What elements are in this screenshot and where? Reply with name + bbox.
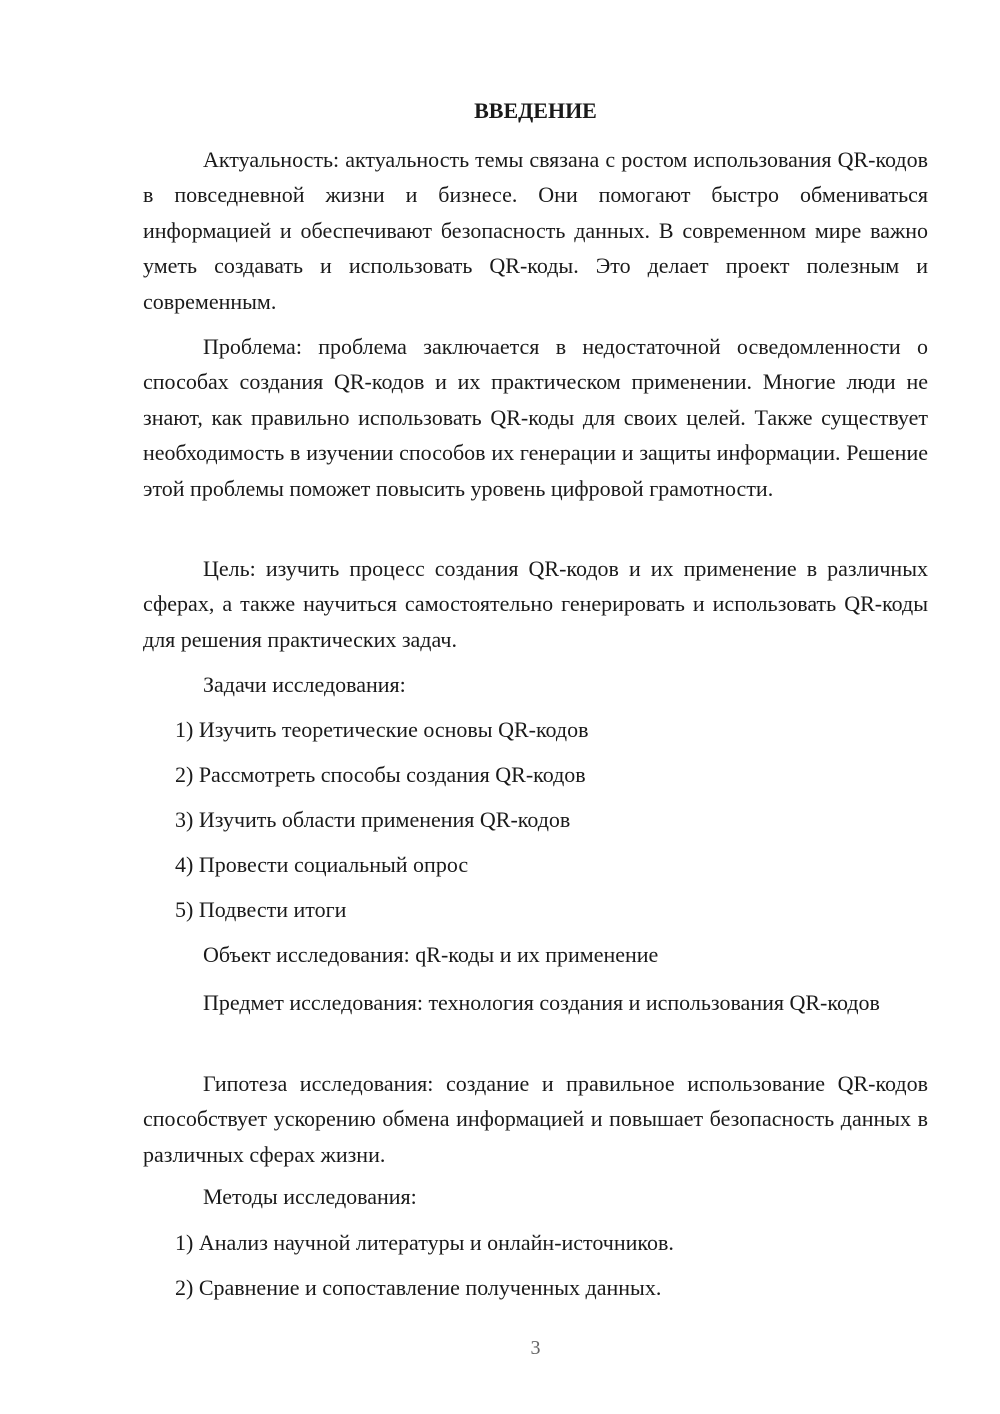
research-subject: Предмет исследования: технология создания и использования QR-кодов bbox=[203, 990, 880, 1015]
tasks-heading: Задачи исследования: bbox=[203, 672, 406, 697]
task-item: 3) Изучить области применения QR-кодов bbox=[175, 807, 571, 832]
task-item: 2) Рассмотреть способы создания QR-кодов bbox=[175, 762, 586, 787]
page-number: 3 bbox=[530, 1337, 541, 1359]
research-hypothesis: Гипотеза исследования: создание и правильное использование QR-кодов способствует ускорению обмена информацией и повышает безопасность данных в различных сферах жизни. bbox=[143, 1071, 928, 1167]
methods-heading: Методы исследования: bbox=[203, 1184, 417, 1209]
task-item: 4) Провести социальный опрос bbox=[175, 852, 469, 877]
paragraph-goal: Цель: изучить процесс создания QR-кодов и их применение в различных сферах, а также научиться самостоятельно генерировать и использовать QR-коды для решения практических задач. bbox=[143, 556, 928, 652]
task-item: 5) Подвести итоги bbox=[175, 897, 347, 922]
paragraph-problem: Проблема: проблема заключается в недостаточной осведомленности о способах создания QR-кодов и их практическом применении. Многие люди не знают, как правильно использовать QR-коды для своих целей. Также существует необходимость в изучении способов их генерации и защиты информации. Решение этой проблемы поможет повысить уровень цифровой грамотности. bbox=[143, 334, 928, 501]
method-item: 1) Анализ научной литературы и онлайн-источников. bbox=[175, 1230, 674, 1255]
research-object: Объект исследования: qR-коды и их применение bbox=[203, 942, 659, 967]
method-item: 2) Сравнение и сопоставление полученных данных. bbox=[175, 1275, 662, 1300]
paragraph-relevance: Актуальность: актуальность темы связана с ростом использования QR-кодов в повседневной жизни и бизнесе. Они помогают быстро обмениваться информацией и обеспечивают безопасность данных. В современном мире важно уметь создавать и использовать QR-коды. Это делает проект полезным и современным. bbox=[143, 147, 928, 314]
section-heading: ВВЕДЕНИЕ bbox=[474, 98, 597, 123]
task-item: 1) Изучить теоретические основы QR-кодов bbox=[175, 717, 589, 742]
